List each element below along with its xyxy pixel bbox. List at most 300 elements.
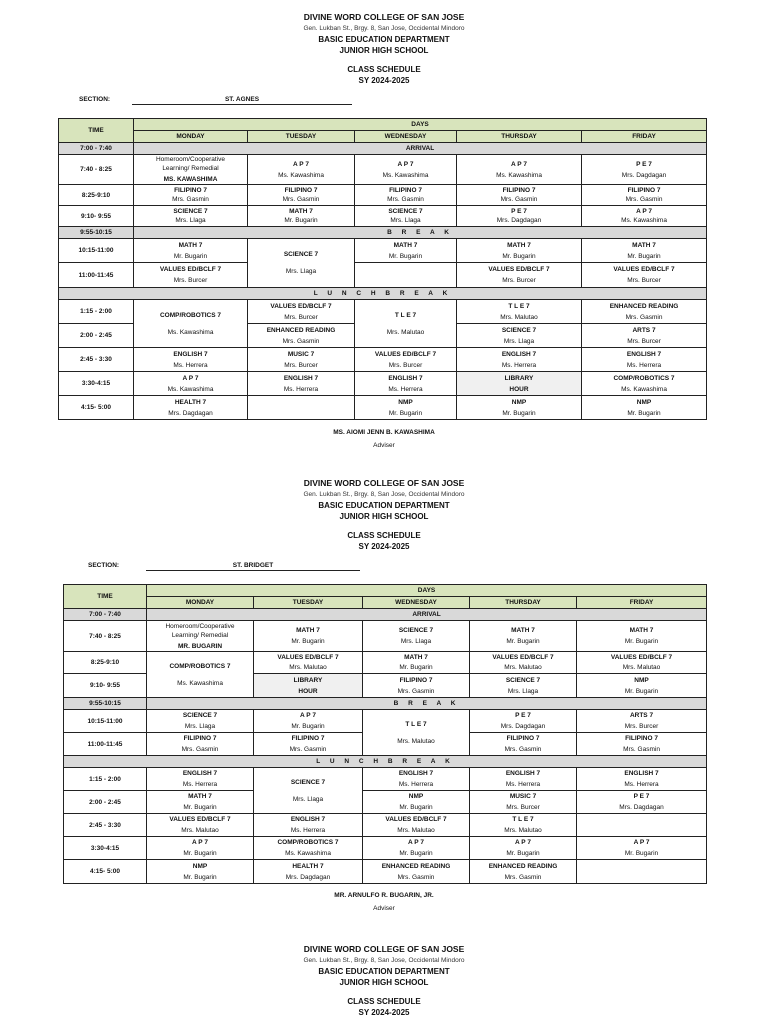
teacher-label: Ms. Kawashima: [621, 217, 667, 224]
teacher-label: Mrs. Burcer: [173, 277, 208, 284]
time-slot: 9:55-10:15: [59, 227, 134, 239]
days-header: DAYS: [134, 119, 707, 131]
table-row: [59, 263, 707, 288]
teacher-label: Mr. Bugarin: [291, 638, 325, 645]
subject-label: A P 7: [636, 208, 652, 215]
schedule-cell: [355, 155, 457, 185]
schedule-cell: [134, 155, 248, 185]
schedule-cell: [248, 185, 355, 206]
teacher-label: Mrs. Dagdagan: [496, 217, 542, 224]
subject-label: FILIPINO 7: [625, 735, 658, 742]
table-row: [59, 239, 707, 263]
schedule-cell: [355, 185, 457, 206]
schedule-cell: [254, 837, 363, 860]
teacher-label: Ms. Kawashima: [167, 385, 214, 393]
teacher-label: Mr. Bugarin: [284, 217, 318, 224]
schedule-cell: [577, 674, 707, 698]
teacher-label: Mrs. Llaga: [503, 337, 535, 345]
subject-label: Homeroom/Cooperative: [155, 156, 225, 163]
time-slot: 9:55-10:15: [64, 698, 147, 710]
teacher-label: Ms. Kawashima: [285, 850, 331, 857]
schedule-cell: [577, 652, 707, 674]
subject-label: HOUR: [298, 687, 318, 695]
subject-label: A P 7: [397, 160, 414, 168]
subject-label: SCIENCE 7: [182, 712, 218, 719]
time-slot: 2:00 - 2:45: [64, 791, 147, 814]
schedule-table-2: [63, 584, 707, 884]
teacher-label: Mrs. Burcer: [624, 723, 659, 730]
schedule-cell: [355, 348, 457, 372]
day-wednesday: WEDNESDAY: [363, 597, 470, 609]
schedule-cell: [582, 155, 707, 185]
teacher-label: Mrs. Malutao: [386, 328, 425, 336]
teacher-label: Ms. Herrera: [501, 361, 537, 369]
schedule-cell-empty: [355, 263, 457, 288]
schedule-cell: [147, 860, 254, 884]
subject-label: ENGLISH 7: [290, 816, 326, 823]
teacher-label: Mrs. Llaga: [292, 795, 324, 803]
schedule-cell: [254, 814, 363, 837]
subject-label: SCIENCE 7: [501, 326, 537, 334]
schedule-cell: [134, 206, 248, 227]
day-tuesday: TUESDAY: [248, 131, 355, 143]
subject-label: P E 7: [511, 208, 527, 215]
section-value: ST. AGNES: [132, 96, 352, 105]
subject-label: NMP: [192, 862, 208, 870]
schedule-cell: [254, 768, 363, 814]
teacher-label: Mrs. Llaga: [507, 687, 539, 695]
table-row: [64, 814, 707, 837]
teacher-label: Ms. Herrera: [173, 361, 208, 369]
subject-label: FILIPINO 7: [284, 187, 318, 194]
subject-label: COMP/ROBOTICS 7: [613, 374, 675, 382]
subject-label: A P 7: [408, 839, 424, 846]
schedule-cell: [470, 674, 577, 698]
school-address: Gen. Lukban St., Brgy. 8, San Jose, Occidental Mindoro: [303, 25, 465, 32]
teacher-label: Mrs. Gasmin: [289, 746, 327, 753]
teacher-label: Mrs. Burcer: [502, 277, 536, 284]
school-address: Gen. Lukban St., Brgy. 8, San Jose, Occidental Mindoro: [303, 491, 465, 498]
teacher-label: Mrs. Gasmin: [282, 337, 320, 345]
adviser-block-1: [0, 426, 768, 452]
time-slot: 4:15- 5:00: [64, 860, 147, 884]
teacher-label: Mrs. Llaga: [175, 217, 206, 224]
subject-label: HEALTH 7: [174, 398, 207, 406]
teacher-label: Mrs. Gasmin: [500, 196, 538, 203]
schedule-cell: [248, 372, 355, 396]
time-slot: 9:10- 9:55: [64, 674, 147, 698]
adviser-name: MR. ARNULFO R. BUGARIN, JR.: [334, 892, 434, 899]
break-row: B R E A K: [147, 698, 707, 710]
teacher-label: Mr. Bugarin: [624, 638, 659, 645]
subject-label: Learning/ Remedial: [171, 631, 229, 639]
teacher-label: Ms. Herrera: [505, 781, 541, 788]
teacher-label: Mrs. Llaga: [400, 638, 432, 645]
day-monday: MONDAY: [134, 131, 248, 143]
subject-label: T L E 7: [508, 302, 530, 310]
teacher-label: Mr. Bugarin: [624, 850, 659, 857]
schedule-cell: [363, 837, 470, 860]
lunch-break-label: L U N C H B R E A K: [313, 290, 452, 297]
schedule-cell: [254, 621, 363, 652]
lunch-break-row: [64, 756, 707, 768]
schedule-cell: [248, 239, 355, 288]
schedule-cell: [470, 814, 577, 837]
subject-label: ENGLISH 7: [182, 770, 218, 777]
teacher-label: Mr. Bugarin: [388, 409, 423, 417]
subject-label: SCIENCE 7: [388, 208, 423, 215]
subject-label: LIBRARY: [293, 676, 323, 684]
time-slot: 3:30-4:15: [64, 837, 147, 860]
schedule-cell: [134, 239, 248, 263]
schedule-cell: [577, 768, 707, 791]
subject-label: ENGLISH 7: [501, 350, 537, 358]
time-slot: 11:00-11:45: [59, 263, 134, 288]
schedule-cell: [457, 396, 582, 420]
teacher-label: Mrs. Burcer: [284, 313, 318, 321]
teacher-label: Mrs. Gasmin: [397, 873, 435, 881]
subject-label: Learning/ Remedial: [162, 165, 219, 172]
teacher-label: Ms. Kawashima: [496, 171, 542, 179]
subject-label: ENGLISH 7: [626, 350, 662, 358]
adviser-label: Adviser: [373, 442, 395, 449]
subject-label: VALUES ED/BCLF 7: [270, 302, 332, 310]
schedule-cell: [577, 621, 707, 652]
subject-label: FILIPINO 7: [389, 187, 422, 194]
schedule-cell: [363, 652, 470, 674]
table-row: [64, 768, 707, 791]
teacher-label: Mr. Bugarin: [506, 638, 540, 645]
subject-label: VALUES ED/BCLF 7: [169, 816, 231, 823]
school-year: SY 2024-2025: [358, 542, 410, 551]
table-row: [59, 206, 707, 227]
table-row: [59, 372, 707, 396]
teacher-label: Mr. Bugarin: [291, 723, 325, 730]
schedule-cell: [134, 396, 248, 420]
teacher-label: Mrs. Gasmin: [625, 196, 663, 203]
subject-label: Homeroom/Cooperative: [165, 622, 235, 630]
subject-label: FILIPINO 7: [174, 187, 207, 194]
schedule-cell: [254, 860, 363, 884]
subject-label: HEALTH 7: [292, 862, 324, 870]
schedule-cell: [355, 239, 457, 263]
subject-label: LIBRARY: [504, 374, 534, 382]
school-level: JUNIOR HIGH SCHOOL: [339, 978, 429, 987]
subject-label: P E 7: [636, 160, 652, 168]
teacher-label: Mrs. Gasmin: [387, 196, 424, 203]
teacher-label: MR. BUGARIN: [177, 642, 223, 650]
schedule-cell: [577, 791, 707, 814]
schedule-cell: [577, 837, 707, 860]
subject-label: SCIENCE 7: [283, 251, 319, 258]
time-header: TIME: [59, 119, 134, 143]
subject-label: A P 7: [633, 839, 650, 846]
table-row: [64, 652, 707, 674]
schedule-cell: [254, 674, 363, 698]
teacher-label: Mrs. Llaga: [184, 723, 216, 730]
section-row-2: [88, 562, 368, 574]
day-friday: FRIDAY: [577, 597, 707, 609]
teacher-label: Mr. Bugarin: [502, 252, 536, 260]
teacher-label: Mrs. Gasmin: [172, 196, 209, 203]
days-header: DAYS: [147, 585, 707, 597]
teacher-label: Ms. Kawashima: [382, 171, 429, 179]
teacher-label: Mr. Bugarin: [506, 850, 540, 857]
subject-label: ARTS 7: [629, 712, 654, 719]
schedule-cell: [457, 206, 582, 227]
teacher-label: Mrs. Malutao: [500, 313, 538, 321]
subject-label: MATH 7: [178, 241, 203, 249]
schedule-header-2: [0, 478, 768, 552]
schedule-cell: [582, 206, 707, 227]
schedule-header-3: [0, 944, 768, 1018]
adviser-block-2: [0, 889, 768, 915]
schedule-cell: [147, 652, 254, 698]
schedule-cell: [248, 324, 355, 348]
teacher-label: Ms. Herrera: [626, 361, 662, 369]
schedule-cell: [470, 733, 577, 756]
schedule-cell: [248, 155, 355, 185]
subject-label: MATH 7: [188, 793, 212, 800]
schedule-cell-empty: [577, 814, 707, 837]
subject-label: HOUR: [509, 385, 529, 393]
teacher-label: Mr. Bugarin: [627, 252, 661, 260]
teacher-label: Mrs. Dagdagan: [500, 723, 546, 730]
table-row: [59, 155, 707, 185]
day-tuesday: TUESDAY: [254, 597, 363, 609]
subject-label: ENHANCED READING: [381, 862, 451, 870]
time-slot: 2:45 - 3:30: [59, 348, 134, 372]
subject-label: P E 7: [633, 793, 650, 800]
subject-label: A P 7: [293, 160, 309, 168]
subject-label: SCIENCE 7: [290, 778, 326, 786]
teacher-label: Ms. Herrera: [290, 827, 326, 834]
time-slot: 9:10- 9:55: [59, 206, 134, 227]
day-thursday: THURSDAY: [470, 597, 577, 609]
schedule-cell: [470, 652, 577, 674]
table-row: [64, 860, 707, 884]
schedule-cell: [577, 710, 707, 733]
subject-label: MATH 7: [404, 653, 428, 661]
day-monday: MONDAY: [147, 597, 254, 609]
schedule-table-1: [58, 118, 707, 420]
schedule-cell: [470, 860, 577, 884]
teacher-label: Mrs. Llaga: [285, 268, 317, 275]
subject-label: NMP: [636, 398, 652, 406]
time-slot: 7:00 - 7:40: [59, 143, 134, 155]
schedule-cell: [134, 263, 248, 288]
table-row: [59, 396, 707, 420]
schedule-cell: [470, 768, 577, 791]
subject-label: ENHANCED READING: [609, 302, 679, 310]
subject-label: VALUES ED/BCLF 7: [613, 266, 675, 273]
adviser-name: MS. AIOMI JENN B. KAWASHIMA: [333, 429, 435, 436]
school-year: SY 2024-2025: [358, 76, 410, 85]
teacher-label: Mrs. Malutao: [289, 663, 327, 671]
teacher-label: Ms. Kawashima: [167, 328, 214, 336]
subject-label: COMP/ROBOTICS 7: [169, 662, 231, 670]
teacher-label: Mrs. Llaga: [390, 217, 421, 224]
teacher-label: Mrs. Gasmin: [504, 746, 542, 753]
teacher-label: Mrs. Malutao: [622, 663, 661, 671]
schedule-cell: [355, 372, 457, 396]
arrival-row: ARRIVAL: [147, 609, 707, 621]
teacher-label: Mr. Bugarin: [173, 252, 208, 260]
schedule-cell: [470, 621, 577, 652]
time-slot: 7:40 - 8:25: [59, 155, 134, 185]
schedule-cell: [254, 733, 363, 756]
schedule-cell: [134, 185, 248, 206]
subject-label: ENHANCED READING: [488, 862, 558, 870]
teacher-label: Mr. Bugarin: [183, 804, 217, 811]
day-thursday: THURSDAY: [457, 131, 582, 143]
teacher-label: Mr. Bugarin: [388, 252, 423, 260]
subject-label: ENHANCED READING: [266, 326, 336, 334]
schedule-cell: [248, 348, 355, 372]
time-slot: 2:45 - 3:30: [64, 814, 147, 837]
subject-label: SCIENCE 7: [505, 676, 541, 684]
time-slot: 11:00-11:45: [64, 733, 147, 756]
time-slot: 1:15 - 2:00: [64, 768, 147, 791]
school-address: Gen. Lukban St., Brgy. 8, San Jose, Occidental Mindoro: [303, 957, 465, 964]
teacher-label: Ms. Herrera: [398, 781, 434, 788]
teacher-label: Mr. Bugarin: [502, 409, 536, 417]
school-level: JUNIOR HIGH SCHOOL: [339, 46, 429, 55]
subject-label: P E 7: [515, 712, 531, 719]
schedule-cell: [254, 652, 363, 674]
schedule-cell: [582, 396, 707, 420]
teacher-label: Ms. Kawashima: [621, 385, 667, 393]
subject-label: MATH 7: [393, 241, 418, 249]
subject-label: ENGLISH 7: [388, 374, 423, 382]
subject-label: ARTS 7: [632, 326, 656, 334]
school-name: DIVINE WORD COLLEGE OF SAN JOSE: [303, 12, 465, 22]
subject-label: MUSIC 7: [509, 793, 537, 800]
teacher-label: Mrs. Gasmin: [181, 746, 219, 753]
subject-label: COMP/ROBOTICS 7: [159, 311, 222, 319]
teacher-label: Mrs. Burcer: [388, 361, 423, 369]
lunch-break-label: L U N C H B R E A K: [316, 758, 454, 765]
schedule-cell: [355, 300, 457, 348]
schedule-cell: [363, 768, 470, 791]
schedule-cell: [147, 768, 254, 791]
teacher-label: Mrs. Gasmin: [623, 746, 660, 753]
subject-label: MATH 7: [296, 627, 320, 634]
subject-label: MUSIC 7: [287, 350, 315, 358]
school-name: DIVINE WORD COLLEGE OF SAN JOSE: [303, 478, 465, 488]
subject-label: VALUES ED/BCLF 7: [374, 350, 437, 358]
schedule-cell: [147, 710, 254, 733]
time-slot: 10:15-11:00: [59, 239, 134, 263]
school-name: DIVINE WORD COLLEGE OF SAN JOSE: [303, 944, 465, 954]
time-slot: 1:15 - 2:00: [59, 300, 134, 324]
schedule-cell: [582, 185, 707, 206]
break-row: B R E A K: [134, 227, 707, 239]
document-title: CLASS SCHEDULE: [347, 65, 421, 74]
subject-label: ENGLISH 7: [624, 770, 659, 777]
teacher-label: Mrs. Dagdagan: [285, 873, 331, 881]
schedule-cell: [582, 372, 707, 396]
subject-label: FILIPINO 7: [291, 735, 325, 742]
schedule-cell: [254, 710, 363, 733]
schedule-cell: [582, 348, 707, 372]
teacher-label: Mrs. Gasmin: [282, 196, 320, 203]
schedule-cell: [457, 185, 582, 206]
subject-label: VALUES ED/BCLF 7: [385, 816, 447, 823]
schedule-cell: [134, 348, 248, 372]
teacher-label: Mrs. Malutao: [504, 827, 542, 834]
schedule-cell: [363, 814, 470, 837]
schedule-cell: [363, 710, 470, 756]
teacher-label: Ms. Kawashima: [278, 171, 324, 179]
schedule-header-1: [0, 12, 768, 86]
schedule-cell: [363, 791, 470, 814]
teacher-label: Mrs. Burcer: [627, 277, 661, 284]
schedule-cell: [470, 837, 577, 860]
subject-label: A P 7: [515, 839, 531, 846]
subject-label: VALUES ED/BCLF 7: [492, 653, 554, 661]
subject-label: ENGLISH 7: [173, 350, 208, 358]
subject-label: FILIPINO 7: [502, 187, 536, 194]
teacher-label: Ms. Herrera: [388, 385, 423, 393]
subject-label: FILIPINO 7: [627, 187, 661, 194]
subject-label: VALUES ED/BCLF 7: [159, 266, 222, 273]
teacher-label: Mrs. Burcer: [627, 337, 661, 345]
subject-label: MATH 7: [511, 627, 535, 634]
schedule-cell: [582, 239, 707, 263]
section-label: SECTION:: [79, 96, 111, 103]
section-row-1: [79, 96, 359, 108]
time-slot: 3:30-4:15: [59, 372, 134, 396]
subject-label: VALUES ED/BCLF 7: [610, 653, 673, 661]
schedule-cell: [457, 300, 582, 324]
schedule-cell: [582, 300, 707, 324]
department: BASIC EDUCATION DEPARTMENT: [318, 35, 450, 44]
schedule-cell: [355, 206, 457, 227]
table-row: [64, 791, 707, 814]
teacher-label: Mr. Bugarin: [399, 804, 433, 811]
subject-label: FILIPINO 7: [506, 735, 540, 742]
day-friday: FRIDAY: [582, 131, 707, 143]
table-row: [59, 300, 707, 324]
teacher-label: Mrs. Gasmin: [625, 313, 663, 321]
subject-label: NMP: [408, 793, 424, 800]
schedule-cell: [457, 324, 582, 348]
schedule-cell: [457, 372, 582, 396]
schedule-cell: [457, 155, 582, 185]
teacher-label: Mrs. Malutao: [397, 827, 435, 834]
subject-label: VALUES ED/BCLF 7: [488, 266, 550, 273]
schedule-cell: [134, 372, 248, 396]
subject-label: FILIPINO 7: [399, 676, 433, 684]
table-row: [59, 348, 707, 372]
teacher-label: Mrs. Malutao: [504, 663, 542, 671]
teacher-label: Mrs. Burcer: [506, 804, 540, 811]
subject-label: MATH 7: [632, 241, 656, 249]
schedule-cell: [363, 674, 470, 698]
subject-label: ENGLISH 7: [505, 770, 541, 777]
subject-label: MATH 7: [507, 241, 531, 249]
time-slot: 4:15- 5:00: [59, 396, 134, 420]
subject-label: ENGLISH 7: [398, 770, 434, 777]
time-slot: 10:15-11:00: [64, 710, 147, 733]
teacher-label: Mrs. Malutao: [181, 827, 219, 834]
teacher-label: Mrs. Burcer: [284, 361, 318, 369]
subject-label: ENGLISH 7: [283, 374, 319, 382]
schedule-cell: [355, 396, 457, 420]
teacher-label: Mrs. Gasmin: [397, 687, 435, 695]
subject-label: COMP/ROBOTICS 7: [277, 839, 339, 846]
